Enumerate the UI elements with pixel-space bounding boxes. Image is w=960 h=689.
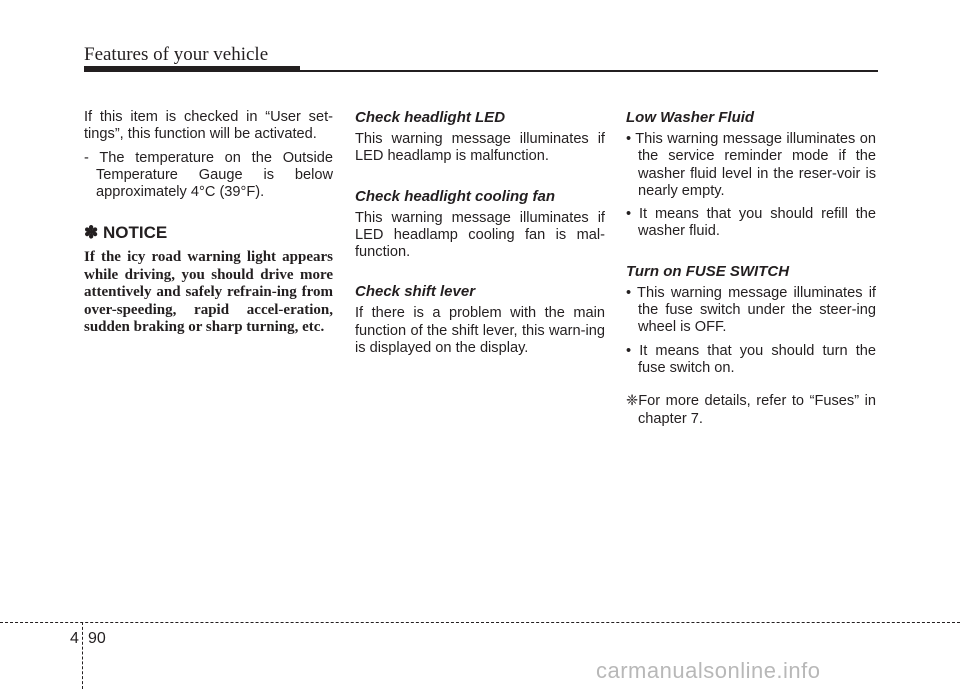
section-body-shift-lever: If there is a problem with the main function of the shift lever, this warn-ing is displayed on the display.: [355, 305, 605, 357]
column-3: [626, 109, 876, 428]
watermark-text: carmanualsonline.info: [596, 658, 821, 683]
list-item: • This warning message illuminates if the fuse switch under the steer-ing wheel is OFF.: [626, 284, 876, 336]
page-number: 90: [88, 630, 106, 647]
chapter-number: 4: [70, 630, 79, 647]
header-rule-thick: [84, 66, 300, 72]
section-title-cooling-fan: Check headlight cooling fan: [355, 187, 556, 205]
footer-rule: [0, 622, 960, 623]
section-body-cooling-fan: This warning message illuminates if LED headlamp cooling fan is mal-function.: [355, 209, 605, 261]
column-1: [84, 109, 333, 337]
list-item: • It means that you should turn the fuse switch on.: [626, 342, 876, 376]
reference-note: ❈For more details, refer to “Fuses” in chapter 7.: [626, 393, 876, 427]
notice-body: If the icy road warning light appears while driving, you should drive more attentively and safely refrain-ing from over-speeding, rapid accel-eration, sudden braking or sharp turning, etc.: [84, 249, 333, 336]
section-title-washer-fluid: Low Washer Fluid: [626, 109, 755, 126]
page-header-title: Features of your vehicle: [84, 44, 269, 65]
column-2: [355, 109, 605, 357]
intro-paragraph: If this item is checked in “User set-tings”, this function will be activated.: [84, 109, 333, 143]
section-title-headlight-led: Check headlight LED: [355, 109, 506, 126]
header-rule-thin: [300, 70, 878, 72]
fuse-switch-list: [626, 285, 876, 377]
section-body-headlight-led: This warning message illuminates if LED headlamp is malfunction.: [355, 131, 605, 165]
washer-fluid-list: [626, 131, 876, 241]
condition-item: - The temperature on the Outside Temperature Gauge is below approximately 4°C (39°F).: [84, 149, 333, 201]
list-item: • It means that you should refill the washer fluid.: [626, 206, 876, 240]
section-title-fuse-switch: Turn on FUSE SWITCH: [626, 262, 790, 280]
notice-title: ✽ NOTICE: [84, 223, 168, 243]
section-title-shift-lever: Check shift lever: [355, 283, 476, 301]
footer-divider: [82, 622, 83, 689]
list-item: • This warning message illuminates on the service reminder mode if the washer fluid level in the reser-voir is nearly empty.: [626, 131, 876, 199]
